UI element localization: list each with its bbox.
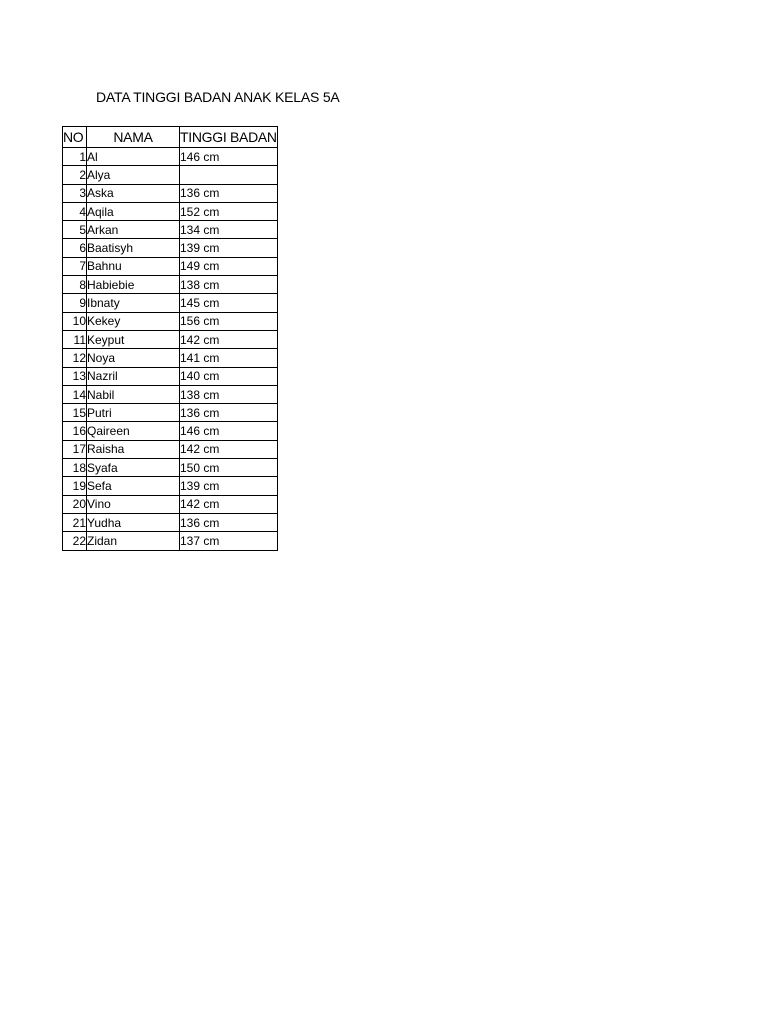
table-body [63, 148, 278, 551]
table-row [63, 330, 278, 348]
cell-no: 11 [63, 330, 87, 348]
cell-no: 19 [63, 477, 87, 495]
cell-name: Vino [87, 495, 180, 513]
cell-no: 6 [63, 239, 87, 257]
page-title: DATA TINGGI BADAN ANAK KELAS 5A [96, 89, 340, 105]
cell-name: Nazril [87, 367, 180, 385]
table-row [63, 385, 278, 403]
table-row [63, 184, 278, 202]
column-header-name: NAMA [87, 127, 180, 148]
table-row [63, 422, 278, 440]
table-row [63, 312, 278, 330]
cell-name: Noya [87, 349, 180, 367]
table-row [63, 166, 278, 184]
cell-name: Al [87, 148, 180, 166]
cell-no: 3 [63, 184, 87, 202]
cell-name: Zidan [87, 532, 180, 550]
table-row [63, 367, 278, 385]
table-row [63, 257, 278, 275]
column-header-height: TINGGI BADAN [180, 127, 278, 148]
cell-no: 17 [63, 440, 87, 458]
cell-name: Habiebie [87, 276, 180, 294]
cell-name: Bahnu [87, 257, 180, 275]
cell-height: 142 cm [180, 495, 278, 513]
table-row [63, 148, 278, 166]
table-row [63, 513, 278, 531]
cell-name: Raisha [87, 440, 180, 458]
table-row [63, 276, 278, 294]
cell-height: 136 cm [180, 404, 278, 422]
cell-name: Aqila [87, 202, 180, 220]
cell-name: Baatisyh [87, 239, 180, 257]
cell-no: 20 [63, 495, 87, 513]
table-row [63, 404, 278, 422]
cell-height: 138 cm [180, 385, 278, 403]
cell-height: 146 cm [180, 422, 278, 440]
cell-height [180, 166, 278, 184]
cell-height: 156 cm [180, 312, 278, 330]
cell-no: 14 [63, 385, 87, 403]
cell-name: Qaireen [87, 422, 180, 440]
cell-height: 139 cm [180, 239, 278, 257]
cell-height: 140 cm [180, 367, 278, 385]
table-row [63, 477, 278, 495]
cell-no: 2 [63, 166, 87, 184]
cell-height: 152 cm [180, 202, 278, 220]
cell-no: 9 [63, 294, 87, 312]
height-data-table [62, 126, 278, 551]
table-row [63, 221, 278, 239]
table-row [63, 440, 278, 458]
cell-no: 21 [63, 513, 87, 531]
cell-height: 137 cm [180, 532, 278, 550]
cell-name: Putri [87, 404, 180, 422]
cell-no: 12 [63, 349, 87, 367]
cell-height: 142 cm [180, 330, 278, 348]
cell-height: 145 cm [180, 294, 278, 312]
cell-no: 13 [63, 367, 87, 385]
cell-no: 18 [63, 459, 87, 477]
table-row [63, 495, 278, 513]
cell-name: Syafa [87, 459, 180, 477]
cell-name: Alya [87, 166, 180, 184]
cell-no: 4 [63, 202, 87, 220]
cell-name: Aska [87, 184, 180, 202]
cell-height: 139 cm [180, 477, 278, 495]
cell-height: 136 cm [180, 184, 278, 202]
cell-height: 134 cm [180, 221, 278, 239]
cell-height: 141 cm [180, 349, 278, 367]
cell-no: 7 [63, 257, 87, 275]
cell-no: 5 [63, 221, 87, 239]
cell-name: Kekey [87, 312, 180, 330]
table-row [63, 459, 278, 477]
cell-height: 138 cm [180, 276, 278, 294]
cell-name: Keyput [87, 330, 180, 348]
cell-height: 149 cm [180, 257, 278, 275]
cell-no: 22 [63, 532, 87, 550]
cell-no: 10 [63, 312, 87, 330]
table-row [63, 202, 278, 220]
cell-no: 15 [63, 404, 87, 422]
column-header-no: NO [63, 127, 87, 148]
cell-no: 16 [63, 422, 87, 440]
cell-name: Nabil [87, 385, 180, 403]
table-header-row [63, 127, 278, 148]
table-row [63, 294, 278, 312]
cell-height: 136 cm [180, 513, 278, 531]
cell-no: 8 [63, 276, 87, 294]
cell-name: Ibnaty [87, 294, 180, 312]
cell-no: 1 [63, 148, 87, 166]
cell-name: Arkan [87, 221, 180, 239]
cell-height: 142 cm [180, 440, 278, 458]
cell-name: Sefa [87, 477, 180, 495]
cell-height: 146 cm [180, 148, 278, 166]
cell-height: 150 cm [180, 459, 278, 477]
cell-name: Yudha [87, 513, 180, 531]
table-row [63, 532, 278, 550]
table-row [63, 239, 278, 257]
table-row [63, 349, 278, 367]
